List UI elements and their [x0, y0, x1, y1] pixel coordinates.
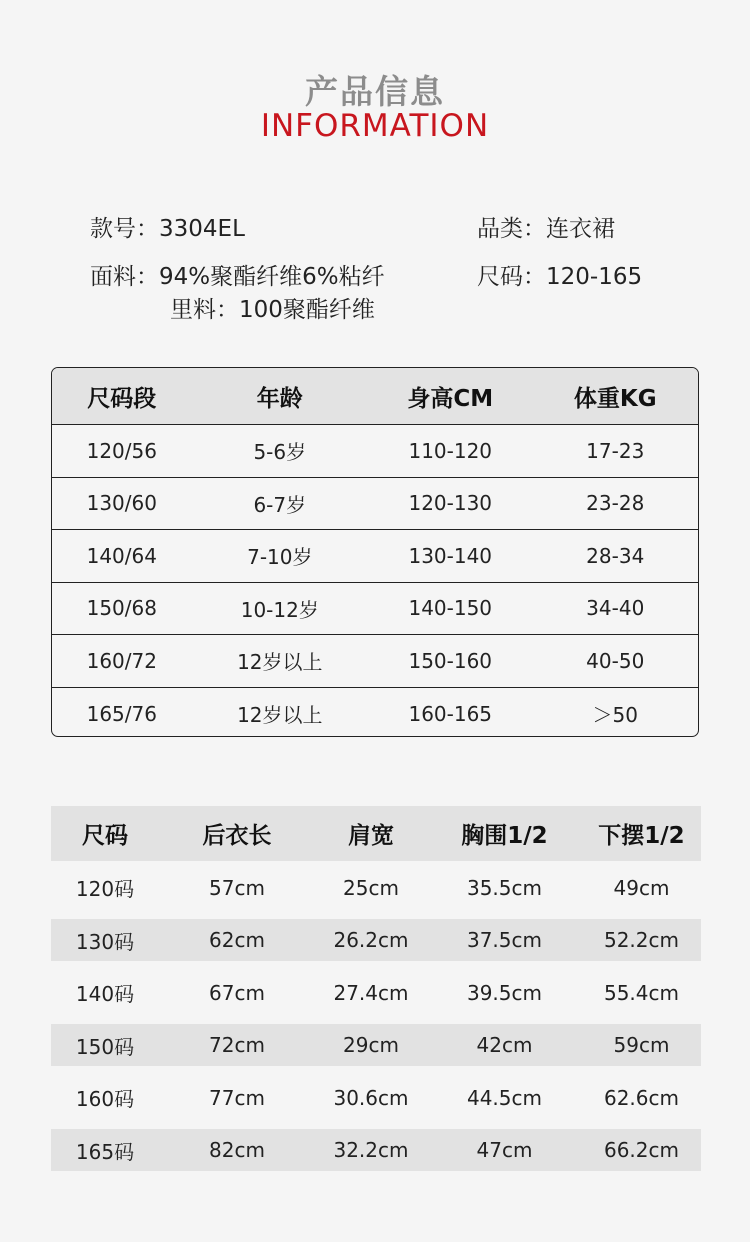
table-row: [51, 1071, 701, 1124]
size-guide-header-cell: 尺码段: [87, 385, 157, 412]
table-cell: 165码: [75, 1139, 135, 1164]
table-cell: 140-150: [408, 596, 493, 621]
measurement-header-cell: 肩宽: [348, 823, 394, 849]
table-row: [52, 688, 698, 738]
style-number-label: 款号：: [90, 216, 159, 242]
table-row: [52, 530, 698, 583]
table-cell: 72cm: [209, 1033, 265, 1057]
table-cell: 120-130: [408, 491, 493, 516]
table-cell: 5-6岁: [253, 440, 307, 465]
table-cell: 55.4cm: [603, 980, 679, 1005]
table-cell: 67cm: [209, 980, 265, 1005]
table-cell: 7-10岁: [247, 545, 313, 570]
table-cell: 35.5cm: [466, 875, 542, 900]
table-row: [51, 861, 701, 914]
table-cell: 62.6cm: [603, 1085, 679, 1110]
category-value: 连衣裙: [546, 216, 615, 242]
measurement-table: [51, 806, 701, 1176]
table-cell: 150-160: [408, 648, 493, 673]
table-row: [51, 966, 701, 1019]
table-cell: 165/76: [86, 701, 157, 726]
table-cell: 130/60: [86, 491, 157, 516]
table-cell: 47cm: [476, 1138, 533, 1162]
fabric-row: [90, 258, 385, 291]
style-number-value: 3304EL: [159, 216, 245, 242]
table-cell: 42cm: [476, 1033, 533, 1057]
measurement-header-cell: 尺码: [82, 823, 128, 849]
table-cell: 27.4cm: [333, 980, 409, 1005]
lining-row: [170, 291, 375, 324]
size-guide-header-cell: 年龄: [256, 385, 303, 412]
table-cell: 6-7岁: [253, 492, 307, 517]
lining-label: 里料：: [170, 297, 239, 323]
table-cell: 150/68: [86, 596, 157, 621]
table-cell: 39.5cm: [466, 980, 542, 1005]
measurement-header-cell: 后衣长: [202, 823, 272, 849]
table-cell: 59cm: [613, 1033, 670, 1057]
table-cell: 30.6cm: [333, 1085, 409, 1110]
table-cell: 25cm: [343, 875, 399, 900]
table-cell: 62cm: [209, 928, 265, 952]
table-cell: 12岁以上: [237, 650, 323, 675]
table-cell: 130-140: [408, 543, 493, 568]
fabric-value: 94%聚酯纤维6%粘纤: [159, 264, 385, 290]
table-cell: 160/72: [86, 648, 157, 673]
measurement-header-cell: 胸围1/2: [461, 823, 548, 849]
table-row: [52, 425, 698, 478]
table-cell: 49cm: [613, 875, 670, 900]
table-cell: 66.2cm: [603, 1138, 679, 1162]
table-cell: 52.2cm: [603, 928, 679, 952]
table-row: [51, 1129, 701, 1171]
size-guide-header-cell: 身高CM: [407, 385, 494, 412]
table-cell: 34-40: [586, 596, 645, 621]
size-guide-header-cell: 体重KG: [573, 385, 657, 412]
table-cell: 12岁以上: [237, 703, 323, 728]
table-cell: ＞50: [592, 703, 638, 728]
table-cell: 77cm: [209, 1085, 265, 1110]
table-cell: 110-120: [408, 438, 493, 463]
table-cell: 140/64: [86, 543, 157, 568]
table-cell: 120/56: [86, 438, 157, 463]
table-cell: 29cm: [343, 1033, 399, 1057]
table-cell: 32.2cm: [333, 1138, 409, 1162]
table-row: [52, 478, 698, 531]
table-row: [52, 583, 698, 636]
table-cell: 140码: [75, 982, 135, 1006]
measurement-header-cell: 下摆1/2: [598, 823, 685, 849]
table-cell: 130码: [75, 929, 135, 954]
table-cell: 17-23: [586, 438, 645, 463]
table-cell: 82cm: [209, 1138, 265, 1162]
table-cell: 40-50: [586, 648, 645, 673]
table-cell: 57cm: [209, 875, 265, 900]
table-cell: 160-165: [408, 701, 493, 726]
table-cell: 26.2cm: [333, 928, 409, 952]
table-cell: 37.5cm: [466, 928, 542, 952]
table-cell: 150码: [75, 1034, 135, 1059]
category-label: 品类：: [477, 216, 546, 242]
table-cell: 10-12岁: [240, 597, 319, 622]
lining-value: 100聚酯纤维: [239, 297, 375, 323]
size-range-row: [477, 258, 642, 291]
table-cell: 44.5cm: [466, 1085, 542, 1110]
table-cell: 28-34: [586, 543, 645, 568]
size-guide-header-row: [52, 368, 698, 425]
measurement-header-row: [51, 806, 701, 861]
table-cell: 23-28: [586, 491, 645, 516]
table-row: [52, 635, 698, 688]
table-cell: 120码: [75, 877, 135, 901]
page-title-cn: 产品信息: [305, 72, 445, 111]
style-number-row: [90, 210, 245, 243]
size-range-value: 120-165: [546, 264, 643, 290]
page-title-en: INFORMATION: [260, 108, 490, 144]
size-range-label: 尺码：: [477, 264, 546, 290]
table-cell: 160码: [75, 1087, 135, 1111]
fabric-label: 面料：: [90, 264, 159, 290]
category-row: [477, 210, 615, 243]
table-row: [51, 919, 701, 961]
table-row: [51, 1024, 701, 1066]
size-guide-table: [51, 367, 699, 737]
